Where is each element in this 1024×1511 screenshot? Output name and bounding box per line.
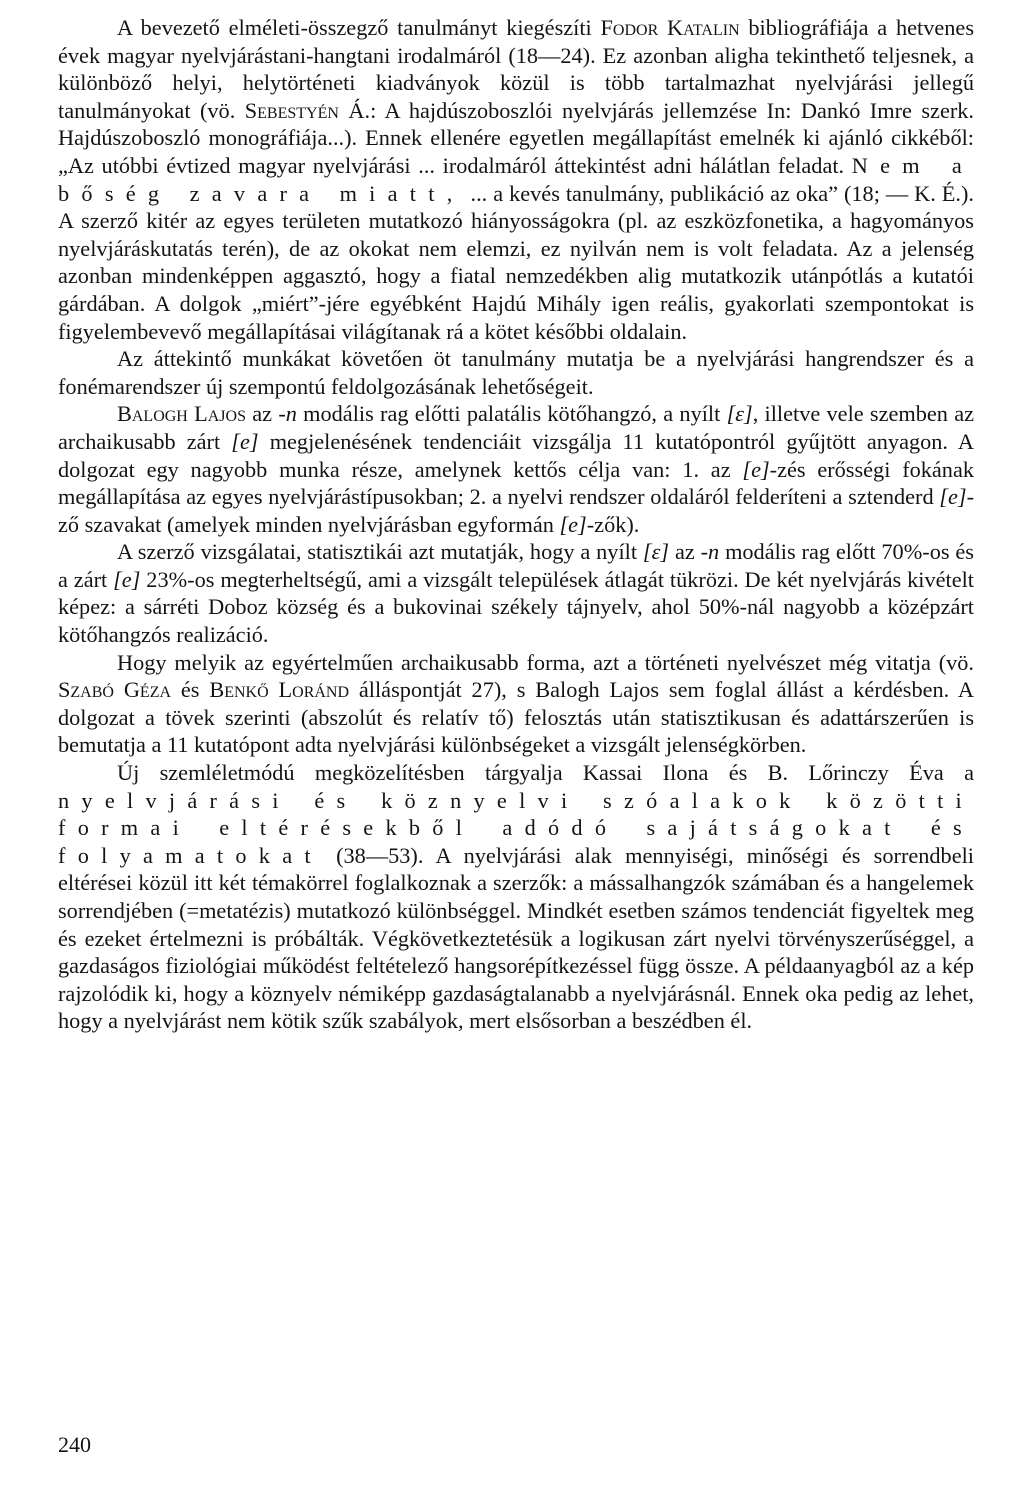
italic-term: [ɛ] [726,401,753,427]
text-run: -zés erősségi fokának megállapítása az egyes nyelvjárástípusokban; 2. a nyelvi rendszer oldaláról felderíteni a sztenderd [58,456,975,510]
italic-term: -n [700,539,720,565]
text-run: -ző szavakat (amelyek minden nyelvjárásban egyformán [58,484,974,537]
author-name: Benkő Loránd [209,677,350,703]
text-run: modális rag előtti palatális kötőhangzó, a nyílt [296,401,727,427]
text-run: álláspontját 27), s Balogh Lajos sem foglal állást a kérdésben. A dolgozat a tövek szerinti (abszolút és relatív tő) felosztás után statisztikusan és adattárszerűen is bemutatja a 11 kutatópont adta nyelvjárási különbségeket a vizsgált jelenségkörben. [58,677,974,758]
author-name: Balogh Lajos [117,401,246,427]
paragraph-6 [58,759,974,1035]
page-body [58,14,974,1035]
text-run: , illetve vele szemben az archaikusabb zárt [58,401,974,454]
paragraph-1 [58,14,974,345]
text-run: A szerző vizsgálatai, statisztikái azt mutatják, hogy a nyílt [117,539,643,565]
italic-term: [e] [742,456,770,482]
text-run: A bevezető elméleti-összegző tanulmányt kiegészíti [117,15,601,40]
spaced-emphasis: Nem a bőség zavara miatt, [58,152,975,206]
text-run: : A hajdúszoboszlói nyelvjárás jellemzése In: Dankó Imre szerk. Hajdúszoboszló monográfiája...). Ennek ellenére egyetlen megállapítást emelnék ki ajánló cikkéből: „Az utóbbi évtized magyar nyelvjárási ... irodalmáról áttekintést adni hálátlan feladat. [58,97,974,178]
text-run: ... a kevés tanulmány, publikáció az oka” (18; — K. É.). A szerző kitér az egyes területen mutatkozó hiányosságokra (pl. az eszközfonetika, a hagyományos nyelvjáráskutatás terén), de az okokat nem elemzi, ez nyilván nem is volt feladata. Az a jelenség azonban mindenképpen aggasztó, hogy a fiatal nemzedékben alig mutatkozik utánpótlás a kutatói gárdában. A dolgok „miért”-jére egyébként Hajdú Mihály igen reális, gyakorlati szempontokat is figyelembevevő megállapításai világítanak rá a kötet későbbi oldalain. [58,180,974,344]
paragraph-3 [58,400,974,538]
page-number: 240 [58,1432,91,1457]
paragraph-4 [58,538,974,648]
text-run: az [245,401,279,427]
paragraph-5 [58,649,974,759]
italic-term: [e] [559,511,587,537]
italic-term: -n [278,401,297,427]
text-run: az [669,539,701,565]
italic-term: [e] [939,484,967,510]
author-name: Szabó Géza [58,677,172,703]
text-run: -zők). [586,511,640,537]
author-name: Fodor Katalin [600,15,740,40]
text-run: Új szemléletmódú megközelítésben tárgyalja Kassai Ilona és B. Lőrinczy Éva a [117,760,974,786]
text-run: Az áttekintő munkákat követően öt tanulmány mutatja be a nyelvjárási hangrendszer és a fonémarendszer új szempontú feldolgozásának lehetőségeit. [58,346,974,399]
text-run: Hogy melyik az egyértelműen archaikusabb forma, azt a történeti nyelvészet még vitatja (vö. [117,649,974,675]
text-run: bibliográfiája a hetvenes évek magyar nyelvjárástani-hangtani irodalmáról (18—24). Ez azonban aligha tekinthető teljesnek, a különböző helyi, helytörténeti kiadványok közül is több tartalmazhat nyelvjárási jellegű tanulmányokat (vö. [58,15,974,123]
paragraph-2 [58,345,974,400]
italic-term: [e] [231,428,259,454]
spaced-emphasis: nyelvjárási és köznyelvi szóalakok közötti formai eltérésekből adódó sajátságokat és folyamatokat [58,787,974,868]
text-run: modális rag előtt 70%-os és a zárt [58,539,974,592]
author-name: Sebestyén Á. [244,97,371,123]
text-run: (38—53). A nyelvjárási alak mennyiségi, minőségi és sorrendbeli eltérései közül itt két témakörrel foglalkoznak a szerzők: a mássalhangzók számában és a hangelemek sorrendjében (=metatézis) mutatkozó különbséggel. Mindkét esetben számos tendenciát figyeltek meg és ezeket értelmezni is próbálták. Végkövetkeztetésük a logikusan zárt nyelvi törvényszerűséggel, a gazdaságos fiziológiai működést feltételező hangsorépítkezéssel függ össze. A példaanyagból az a kép rajzolódik ki, hogy a köznyelv némiképp gazdaságtalanabb a nyelvjárásnál. Ennek oka pedig az lehet, hogy a nyelvjárást nem kötik szűk szabályok, mert elsősorban a beszédben él. [58,842,974,1034]
text-run: és [171,677,210,703]
text-run: 23%-os megterheltségű, ami a vizsgált települések átlagát tükrözi. De két nyelvjárás kivételt képez: a sárréti Doboz község és a bukovinai székely tájnyelv, ahol 50%-nál nagyobb a középzárt kötőhangzós realizáció. [58,566,974,648]
text-run: megjelenésének tendenciáit vizsgálja 11 kutatópontról gyűjtött anyagon. A dolgozat egy nagyobb munka része, amelynek kettős célja van: 1. az [58,428,974,482]
italic-term: [e] [113,566,141,592]
italic-term: [ɛ] [642,539,670,565]
